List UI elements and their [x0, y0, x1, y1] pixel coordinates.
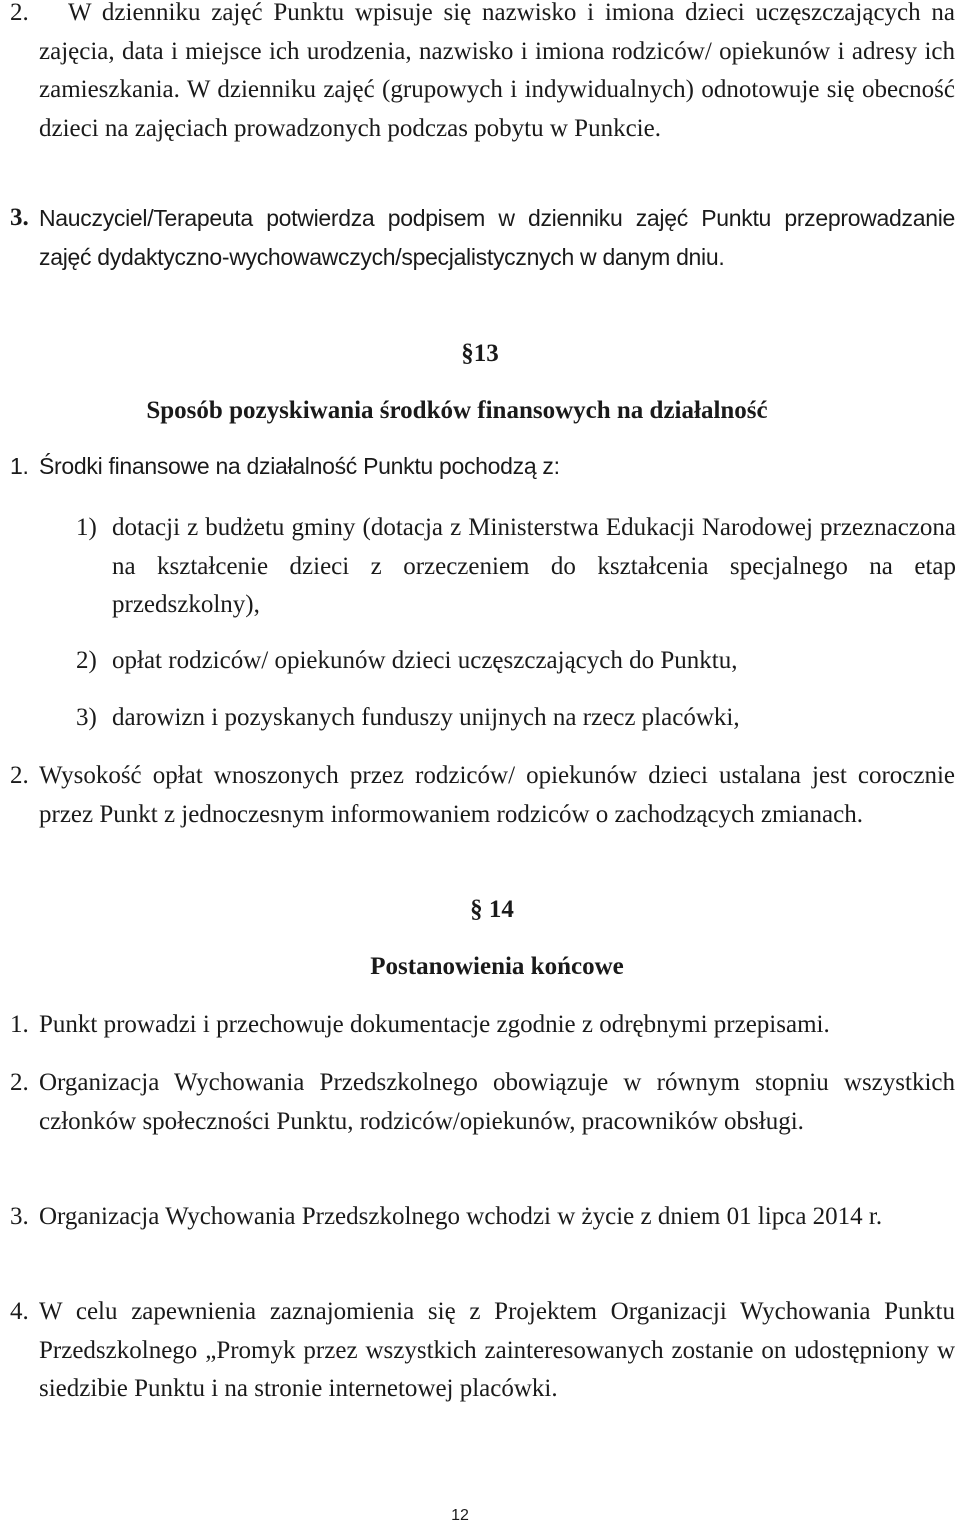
item-number: 2. — [10, 0, 29, 26]
paragraph-item-2 — [10, 0, 955, 148]
item-text: opłat rodziców/ opiekunów dzieci uczęszczających do Punktu, — [112, 647, 738, 674]
item-text: Organizacja Wychowania Przedszkolnego wchodzi w życie z dniem 01 lipca 2014 r. — [39, 1203, 883, 1230]
item-text: dotacji z budżetu gminy (dotacja z Ministerstwa Edukacji Narodowej przeznaczona na kształcenie dzieci z orzeczeniem do kształcenia specjalnego na etap przedszkolny), — [112, 514, 956, 618]
section-14-item-3 — [10, 1198, 955, 1237]
section-13-item-2 — [10, 757, 955, 834]
section-13-title: Sposób pozyskiwania środków finansowych na działalność — [146, 397, 768, 424]
page-number: 12 — [451, 1507, 469, 1524]
item-text: darowizn i pozyskanych funduszy unijnych na rzecz placówki, — [112, 704, 740, 731]
section-13-sub-2 — [76, 642, 956, 681]
item-text: Środki finansowe na działalność Punktu pochodzą z: — [39, 453, 560, 479]
section-14-title: Postanowienia końcowe — [370, 953, 624, 980]
item-number: 3. — [10, 1203, 29, 1230]
item-number: 3) — [76, 704, 97, 731]
item-text: W dzienniku zajęć Punktu wpisuje się nazwisko i imiona dzieci uczęszczających na zajęcia, data i miejsce ich urodzenia, nazwisko i imiona rodziców/ opiekunów i adresy ich zamieszkania. W dzienniku zajęć (grupowych i indywidualnych) odnotowuje się obecność dzieci na zajęciach prowadzonych podczas pobytu w Punkcie. — [39, 0, 955, 142]
section-14-item-2 — [10, 1064, 955, 1141]
item-number: 4. — [10, 1298, 29, 1325]
section-13-sub-3 — [76, 699, 956, 738]
item-number: 2. — [10, 762, 29, 789]
section-13-symbol: §13 — [461, 340, 499, 367]
section-13-sub-1 — [76, 509, 956, 625]
section-14-item-1 — [10, 1006, 955, 1045]
item-text: Organizacja Wychowania Przedszkolnego obowiązuje w równym stopniu wszystkich członków społeczności Punktu, rodziców/opiekunów, pracowników obsługi. — [39, 1069, 955, 1135]
section-14-symbol: § 14 — [470, 896, 514, 923]
item-text: Wysokość opłat wnoszonych przez rodziców/ opiekunów dzieci ustalana jest corocznie przez Punkt z jednoczesnym informowaniem rodziców o zachodzących zmianach. — [39, 762, 955, 828]
item-number: 2. — [10, 1069, 29, 1096]
item-number: 1) — [76, 514, 97, 541]
item-number: 1. — [10, 453, 29, 479]
item-number: 2) — [76, 647, 97, 674]
paragraph-item-3 — [10, 199, 955, 276]
section-13-item-1 — [10, 447, 955, 486]
item-number: 1. — [10, 1011, 29, 1038]
section-14-item-4 — [10, 1293, 955, 1409]
item-text: Punkt prowadzi i przechowuje dokumentacje zgodnie z odrębnymi przepisami. — [39, 1011, 830, 1038]
item-text: Nauczyciel/Terapeuta potwierdza podpisem w dzienniku zajęć Punktu przeprowadzanie zajęć dydaktyczno-wychowawczych/specjalistycznych w danym dniu. — [39, 205, 955, 270]
item-text: W celu zapewnienia zaznajomienia się z Projektem Organizacji Wychowania Punktu Przedszkolnego „Promyk przez wszystkich zainteresowanych zostanie on udostępniony w siedzibie Punktu i na stronie internetowej placówki. — [39, 1298, 955, 1402]
item-number: 3. — [10, 204, 29, 231]
